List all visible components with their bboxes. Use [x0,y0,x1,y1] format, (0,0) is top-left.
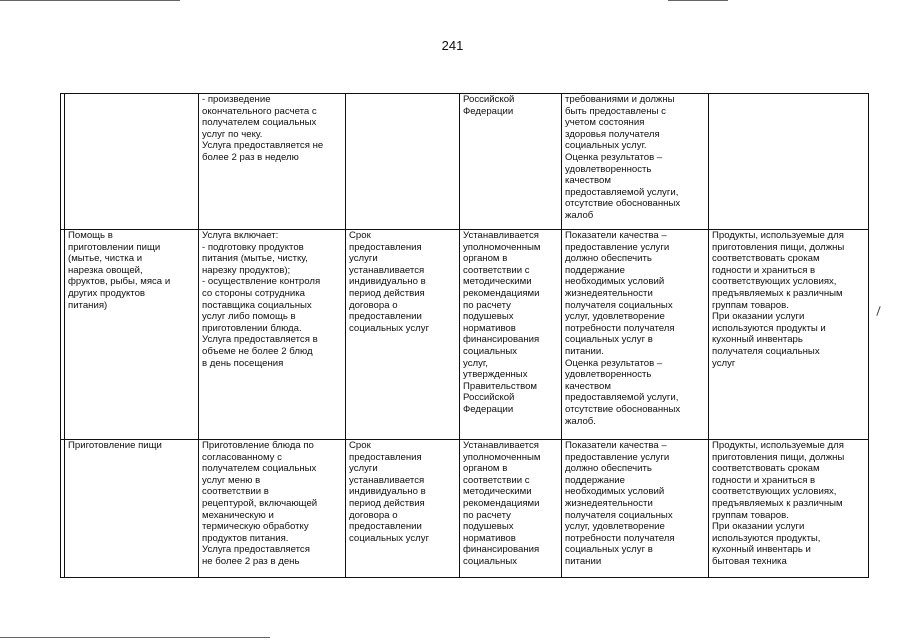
service-name [65,94,199,230]
services-table [60,93,869,578]
service-name: Помощь в приготовлении пищи (мытье, чистка и нарезка овощей, фруктов, рыбы, мяса и других продуктов питания) [65,230,199,440]
table-row [61,94,869,230]
service-conditions: Продукты, используемые для приготовления пищи, должны соответствовать срокам годности и храниться в соответствующих условиях, предъявляемых к различным группам товаров. При оказании услуги используются продукты и кухонный инвентарь получателя социальных услуг [709,230,869,440]
financing-norms: Устанавливается уполномоченным органом в соответствии с методическими рекомендациями по расчету подушевых нормативов финансирования социальных [460,440,562,578]
scan-edge-bottom-left [0,637,270,638]
financing-norms: Российской Федерации [460,94,562,230]
service-content: Услуга включает: - подготовку продуктов питания (мытье, чистку, нарезку продуктов); - осуществление контроля со стороны сотрудника поставщика социальных услуг либо помощь в приготовлении блюда. Услуга предоставляется в объеме не более 2 блюд в день посещения [199,230,346,440]
margin-mark [876,306,880,316]
service-conditions: Продукты, используемые для приготовления пищи, должны соответствовать срокам годности и храниться в соответствующих условиях, предъявляемых к различным группам товаров. При оказании услуги используются продукты, кухонный инвентарь и бытовая техника [709,440,869,578]
service-term: Срок предоставления услуги устанавливается индивидуально в период действия договора о предоставлении социальных услуг [346,440,460,578]
service-name: Приготовление пищи [65,440,199,578]
service-term [346,94,460,230]
quality-indicators: Показатели качества – предоставление услуги должно обеспечить поддержание необходимых условий жизнедеятельности получателя социальных услуг, удовлетворение потребности получателя социальных услуг в питании. Оценка результатов – удовлетворенность качеством предоставляемой услуги, отсутствие обоснованных жалоб. [562,230,709,440]
service-conditions [709,94,869,230]
quality-indicators: Показатели качества – предоставление услуги должно обеспечить поддержание необходимых условий жизнедеятельности получателя социальных услуг, удовлетворение потребности получателя социальных услуг в питании [562,440,709,578]
service-term: Срок предоставления услуги устанавливается индивидуально в период действия договора о предоставлении социальных услуг [346,230,460,440]
page-number: 241 [441,38,464,53]
financing-norms: Устанавливается уполномоченным органом в соответствии с методическими рекомендациями по расчету подушевых нормативов финансирования социальных услуг, утвержденных Правительством Российской Федерации [460,230,562,440]
scan-edge-top-right [668,0,728,1]
service-content: Приготовление блюда по согласованному с получателем социальных услуг меню в соответствии в рецептурой, включающей механическую и термическую обработку продуктов питания. Услуга предоставляется не более 2 раз в день [199,440,346,578]
table-row [61,440,869,578]
scan-edge-top-left [0,0,180,1]
table-row [61,230,869,440]
service-content: - произведение окончательного расчета с получателем социальных услуг по чеку. Услуга предоставляется не более 2 раз в неделю [199,94,346,230]
quality-indicators: требованиями и должны быть предоставлены с учетом состояния здоровья получателя социальных услуг. Оценка результатов – удовлетворенность качеством предоставляемой услуги, отсутствие обоснованных жалоб [562,94,709,230]
